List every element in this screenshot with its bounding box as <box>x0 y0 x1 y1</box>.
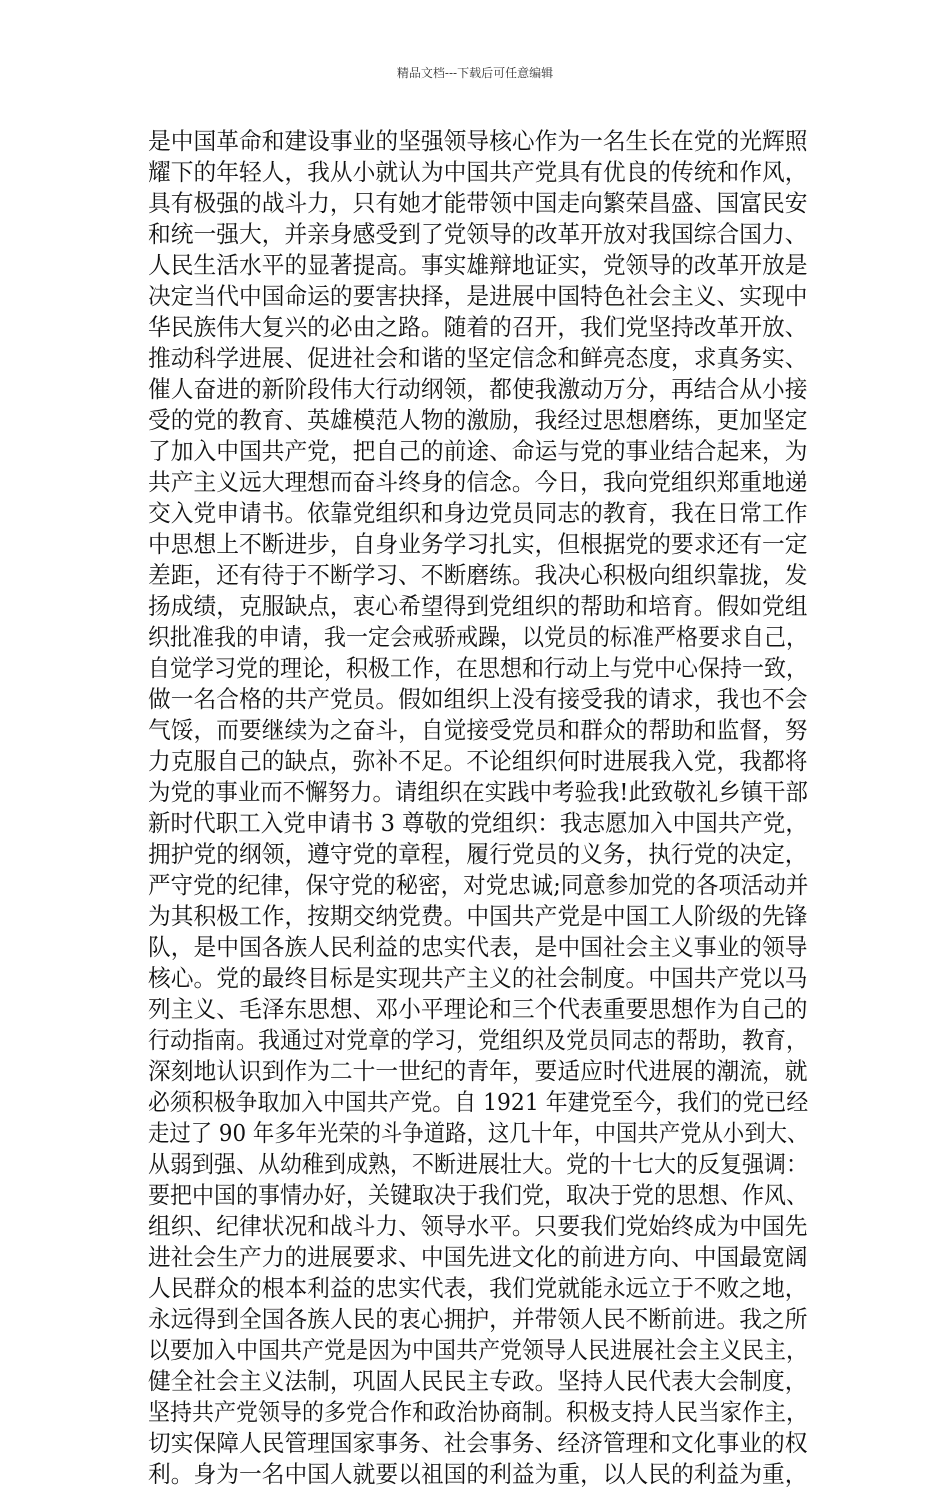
paragraph-line: 人民群众的根本利益的忠实代表，我们党就能永远立于不败之地， <box>148 1274 808 1302</box>
paragraph-line: 严守党的纪律，保守党的秘密，对党忠诚;同意参加党的各项活动并 <box>148 871 809 899</box>
paragraph-line: 以要加入中国共产党是因为中国共产党领导人民进展社会主义民主， <box>148 1336 809 1364</box>
paragraph-line: 催人奋进的新阶段伟大行动纲领，都使我激动万分，再结合从小接 <box>148 375 808 403</box>
paragraph-line: 推动科学进展、促进社会和谐的坚定信念和鲜亮态度，求真务实、 <box>148 344 808 372</box>
paragraph-line: 必须积极争取加入中国共产党。自 1921 年建党至今，我们的党已经 <box>148 1088 809 1116</box>
paragraph-line: 做一名合格的共产党员。假如组织上没有接受我的请求，我也不会 <box>148 685 808 713</box>
paragraph-line: 队，是中国各族人民利益的忠实代表，是中国社会主义事业的领导 <box>148 933 808 961</box>
paragraph-line: 具有极强的战斗力，只有她才能带领中国走向繁荣昌盛、国富民安 <box>148 189 808 217</box>
paragraph-line: 为其积极工作，按期交纳党费。中国共产党是中国工人阶级的先锋 <box>148 902 808 930</box>
paragraph-line: 是中国革命和建设事业的坚强领导核心作为一名生长在党的光辉照 <box>148 127 808 155</box>
paragraph-line: 交入党申请书。依靠党组织和身边党员同志的教育，我在日常工作 <box>148 499 808 527</box>
paragraph-line: 永远得到全国各族人民的衷心拥护，并带领人民不断前进。我之所 <box>148 1305 808 1333</box>
paragraph-line: 扬成绩，克服缺点，衷心希望得到党组织的帮助和培育。假如党组 <box>148 592 808 620</box>
paragraph-line: 共产主义远大理想而奋斗终身的信念。今日，我向党组织郑重地递 <box>148 468 808 496</box>
page-header: 精品文档---下载后可任意编辑 <box>396 66 554 80</box>
paragraph-line: 要把中国的事情办好，关键取决于我们党，取决于党的思想、作风、 <box>148 1181 809 1209</box>
paragraph-line: 气馁，而要继续为之奋斗，自觉接受党员和群众的帮助和监督，努 <box>148 716 808 744</box>
paragraph-line: 和统一强大，并亲身感受到了党领导的改革开放对我国综合国力、 <box>148 220 808 248</box>
paragraph-line: 了加入中国共产党，把自己的前途、命运与党的事业结合起来，为 <box>148 437 808 465</box>
paragraph-line: 力克服自己的缺点，弥补不足。不论组织何时进展我入党，我都将 <box>148 747 808 775</box>
paragraph-line: 受的党的教育、英雄模范人物的激励，我经过思想磨练，更加坚定 <box>148 406 808 434</box>
paragraph-line: 中思想上不断进步，自身业务学习扎实，但根据党的要求还有一定 <box>148 530 808 558</box>
paragraph-line: 决定当代中国命运的要害抉择，是进展中国特色社会主义、实现中 <box>148 282 808 310</box>
paragraph-line: 织批准我的申请，我一定会戒骄戒躁，以党员的标准严格要求自己， <box>148 623 809 651</box>
paragraph-line: 华民族伟大复兴的必由之路。随着的召开，我们党坚持改革开放、 <box>148 313 808 341</box>
paragraph-line: 行动指南。我通过对党章的学习，党组织及党员同志的帮助，教育， <box>148 1026 809 1054</box>
paragraph-line: 进社会生产力的进展要求、中国先进文化的前进方向、中国最宽阔 <box>148 1243 808 1271</box>
document-body <box>148 126 808 1490</box>
paragraph-line: 为党的事业而不懈努力。请组织在实践中考验我!此致敬礼乡镇干部 <box>148 778 808 806</box>
paragraph-line: 切实保障人民管理国家事务、社会事务、经济管理和文化事业的权 <box>148 1429 808 1457</box>
paragraph-line: 人民生活水平的显著提高。事实雄辩地证实，党领导的改革开放是 <box>148 251 808 279</box>
paragraph-line: 差距，还有待于不断学习、不断磨练。我决心积极向组织靠拢，发 <box>148 561 808 589</box>
paragraph-line: 核心。党的最终目标是实现共产主义的社会制度。中国共产党以马 <box>148 964 808 992</box>
paragraph-line: 新时代职工入党申请书 3 尊敬的党组织：我志愿加入中国共产党， <box>148 809 808 837</box>
paragraph-line: 深刻地认识到作为二十一世纪的青年，要适应时代进展的潮流，就 <box>148 1057 808 1085</box>
paragraph-line: 列主义、毛泽东思想、邓小平理论和三个代表重要思想作为自己的 <box>148 995 808 1023</box>
paragraph-line: 从弱到强、从幼稚到成熟，不断进展壮大。党的十七大的反复强调： <box>148 1150 809 1178</box>
paragraph-line: 利。身为一名中国人就要以祖国的利益为重，以人民的利益为重， <box>148 1460 808 1488</box>
paragraph-line: 健全社会主义法制，巩固人民民主专政。坚持人民代表大会制度， <box>148 1367 808 1395</box>
paragraph-line: 耀下的年轻人，我从小就认为中国共产党具有优良的传统和作风， <box>148 158 808 186</box>
paragraph-line: 组织、纪律状况和战斗力、领导水平。只要我们党始终成为中国先 <box>148 1212 808 1240</box>
paragraph-line: 走过了 90 年多年光荣的斗争道路，这几十年，中国共产党从小到大、 <box>148 1119 809 1147</box>
paragraph-line: 坚持共产党领导的多党合作和政治协商制。积极支持人民当家作主， <box>148 1398 809 1426</box>
paragraph-line: 自觉学习党的理论，积极工作，在思想和行动上与党中心保持一致， <box>148 654 809 682</box>
paragraph-line: 拥护党的纲领，遵守党的章程，履行党员的义务，执行党的决定， <box>148 840 808 868</box>
